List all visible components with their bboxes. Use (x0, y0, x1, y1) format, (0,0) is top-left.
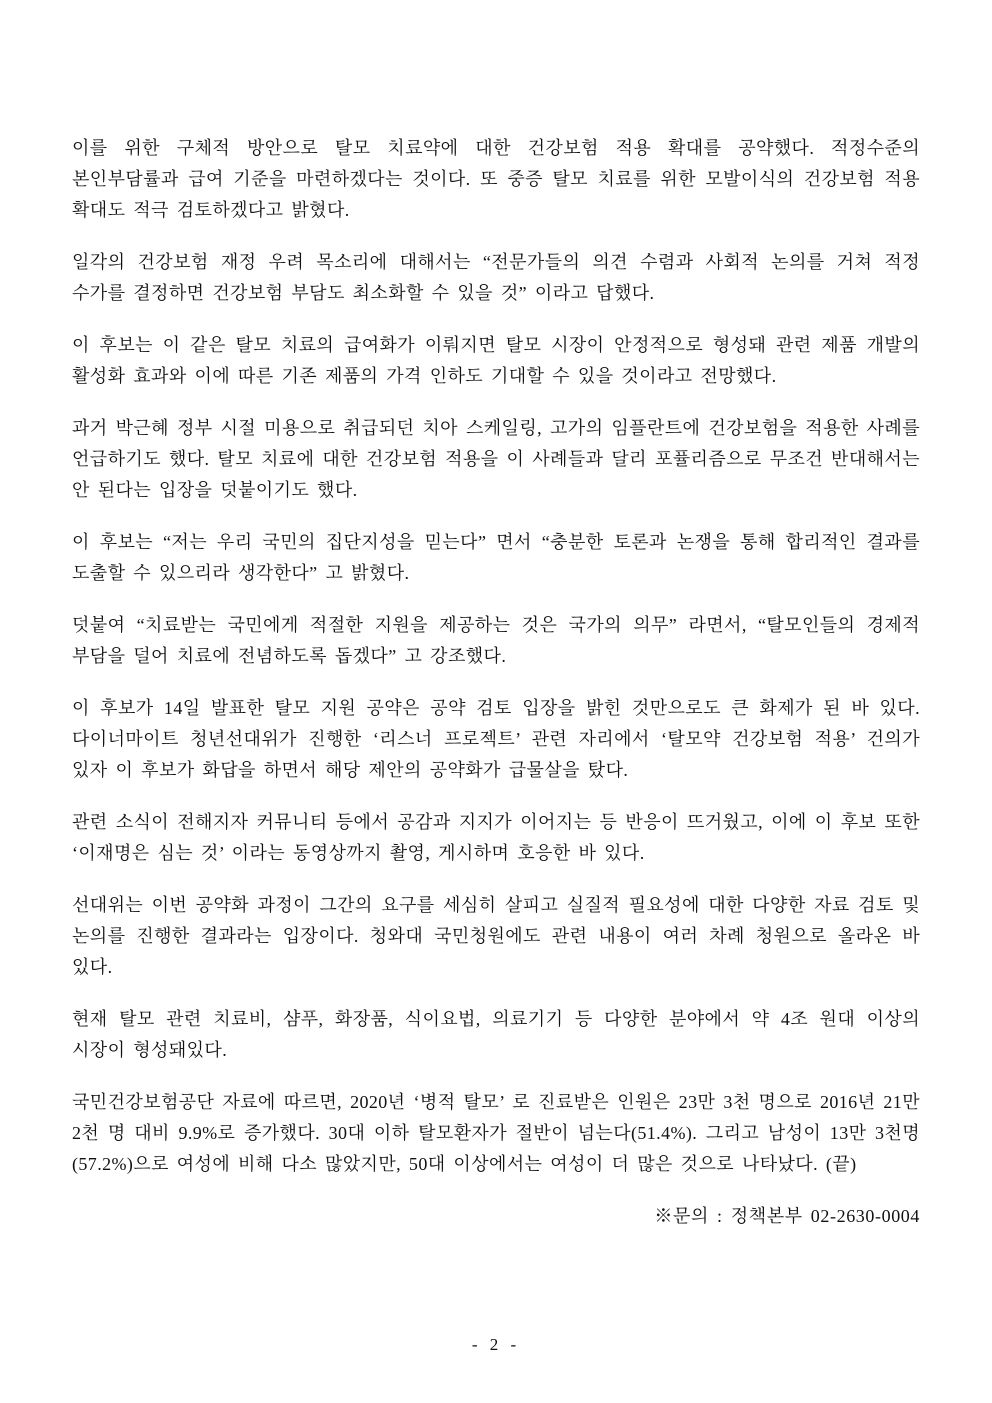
paragraph-8: 관련 소식이 전해지자 커뮤니티 등에서 공감과 지지가 이어지는 등 반응이 뜨거웠고, 이에 이 후보 또한 ‘이재명은 심는 것’ 이라는 동영상까지 촬영, 게시하며 호응한 바 있다. (72, 812, 920, 863)
paragraph-9: 선대위는 이번 공약화 과정이 그간의 요구를 세심히 살피고 실질적 필요성에 대한 다양한 자료 검토 및 논의를 진행한 결과라는 입장이다. 청와대 국민청원에도 관련 내용이 여러 차례 청원으로 올라온 바 있다. (72, 895, 920, 977)
document-body (72, 133, 920, 1232)
paragraph-11: 국민건강보험공단 자료에 따르면, 2020년 ‘병적 탈모’ 로 진료받은 인원은 23만 3천 명으로 2016년 21만 2천 명 대비 9.9%로 증가했다. 30대 이하 탈모환자가 절반이 넘는다(51.4%). 그리고 남성이 13만 3천명(57.2%)으로 여성에 비해 다소 많았지만, 50대 이상에서는 여성이 더 많은 것으로 나타났다. (끝) (72, 1092, 920, 1174)
paragraph-3: 이 후보는 이 같은 탈모 치료의 급여화가 이뤄지면 탈모 시장이 안정적으로 형성돼 관련 제품 개발의 활성화 효과와 이에 따른 기존 제품의 가격 인하도 기대할 수 있을 것이라고 전망했다. (72, 335, 920, 386)
paragraph-10: 현재 탈모 관련 치료비, 샴푸, 화장품, 식이요법, 의료기기 등 다양한 분야에서 약 4조 원대 이상의 시장이 형성돼있다. (72, 1009, 920, 1060)
contact-line: ※문의 : 정책본부 02-2630-0004 (654, 1206, 920, 1226)
paragraph-4: 과거 박근혜 정부 시절 미용으로 취급되던 치아 스케일링, 고가의 임플란트에 건강보험을 적용한 사례를 언급하기도 했다. 탈모 치료에 대한 건강보험 적용을 이 사례들과 달리 포퓰리즘으로 무조건 반대해서는 안 된다는 입장을 덧붙이기도 했다. (72, 418, 920, 500)
paragraph-6: 덧붙여 “치료받는 국민에게 적절한 지원을 제공하는 것은 국가의 의무” 라면서, “탈모인들의 경제적 부담을 덜어 치료에 전념하도록 돕겠다” 고 강조했다. (72, 615, 920, 666)
paragraph-7: 이 후보가 14일 발표한 탈모 지원 공약은 공약 검토 입장을 밝힌 것만으로도 큰 화제가 된 바 있다. 다이너마이트 청년선대위가 진행한 ‘리스너 프로젝트’ 관련 자리에서 ‘탈모약 건강보험 적용’ 건의가 있자 이 후보가 화답을 하면서 해당 제안의 공약화가 급물살을 탔다. (72, 698, 920, 780)
paragraph-1: 이를 위한 구체적 방안으로 탈모 치료약에 대한 건강보험 적용 확대를 공약했다. 적정수준의 본인부담률과 급여 기준을 마련하겠다는 것이다. 또 중증 탈모 치료를 위한 모발이식의 건강보험 적용 확대도 적극 검토하겠다고 밝혔다. (72, 138, 920, 220)
page-number: - 2 - (471, 1335, 521, 1354)
paragraph-2: 일각의 건강보험 재정 우려 목소리에 대해서는 “전문가들의 의견 수렴과 사회적 논의를 거쳐 적정 수가를 결정하면 건강보험 부담도 최소화할 수 있을 것” 이라고 답했다. (72, 252, 920, 303)
paragraph-5: 이 후보는 “저는 우리 국민의 집단지성을 믿는다” 면서 “충분한 토론과 논쟁을 통해 합리적인 결과를 도출할 수 있으리라 생각한다” 고 밝혔다. (72, 532, 920, 583)
